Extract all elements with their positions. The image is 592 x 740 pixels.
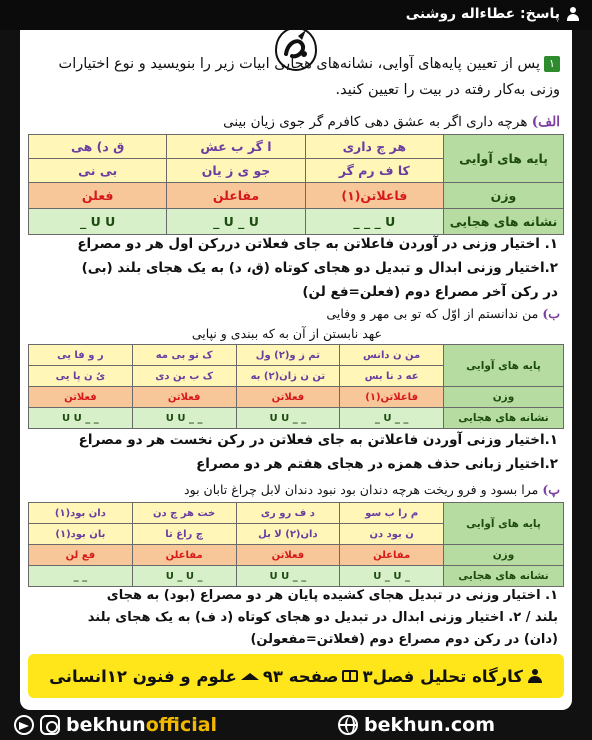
banner-subject: علوم و فنون ۱۲انسانی xyxy=(49,666,237,686)
part-b-wazn-2: فعلاتن xyxy=(236,387,340,408)
content-card xyxy=(20,30,572,710)
part-c-hija-label: نشانه های هجایی xyxy=(444,566,564,587)
part-b-wazn-1: فاعلاتن(۱) xyxy=(340,387,444,408)
part-a-hija-3: U U _ xyxy=(29,209,167,235)
site-text: bekhun.com xyxy=(364,714,496,736)
part-a-syl-1-3: ق د) هی xyxy=(29,135,167,159)
part-a-syl-2-2: جو ی ز یان xyxy=(167,159,305,183)
part-b-syl-1-4: ر و فا یی xyxy=(29,345,133,366)
graduation-cap-icon xyxy=(241,673,259,680)
part-b-verse-2-text: عهد نابستن از آن به که ببندی و نپایی xyxy=(191,326,382,341)
part-b-syl-1-2: تم ز و(۲) ول xyxy=(236,345,340,366)
part-b-syl-1-3: ک تو بی مه xyxy=(132,345,236,366)
footer-bar xyxy=(0,710,592,740)
part-a-wazn-2: مفاعلن xyxy=(167,183,305,209)
part-a-hija-2: U _ U _ xyxy=(167,209,305,235)
part-c-verse-text: مرا بسود و فرو ریخت هرچه دندان بود نبود دندان لابل چراغ تابان بود xyxy=(184,482,539,497)
part-b-syl-2-2: تن ن زان(۲) به xyxy=(236,366,340,387)
part-c-wazn-label: وزن xyxy=(444,545,564,566)
part-a-table xyxy=(28,134,564,235)
handle-text xyxy=(66,714,217,736)
part-a-note-2: ۲.اختیار وزنی ابدال و تبدیل دو هجای کوتاه (ق، د) به یک هجای بلند (بی) xyxy=(81,260,558,276)
part-c-wazn-3: مفاعلن xyxy=(132,545,236,566)
part-c-wazn-4: فع لن xyxy=(29,545,133,566)
question-text-2: وزنی به‌کار رفته در بیت را تعیین کنید. xyxy=(335,82,560,98)
part-b-verse-2 xyxy=(192,326,382,341)
part-b-verse-1-text: من ندانستم از اوّل که تو بی مهر و وفایی xyxy=(326,306,539,321)
part-c-hija-4: _ _ xyxy=(29,566,133,587)
part-a-syl-label: پایه های آوایی xyxy=(444,135,564,183)
part-c-syl-1-4: دان بود(۱) xyxy=(29,503,133,524)
part-b-syl-2-1: عه د نا بس xyxy=(340,366,444,387)
part-c-syl-1-2: د ف رو ری xyxy=(236,503,340,524)
part-c-note-1: ۱. اختیار وزنی در تبدیل هجای کشیده پایان هر دو مصراع (بود) به هجای xyxy=(106,588,558,603)
part-c-note-3: (دان) در رکن دوم مصراع دوم (فعلاتن=مفعولن) xyxy=(250,632,558,647)
part-c-hija-2: _ _ U U xyxy=(236,566,340,587)
part-c-syl-label: پایه های آوایی xyxy=(444,503,564,545)
part-b-syl-1-1: من ن دانس xyxy=(340,345,444,366)
part-c-syl-1-3: خت هر چ دن xyxy=(132,503,236,524)
question-line-2 xyxy=(336,82,560,98)
instagram-icon[interactable] xyxy=(40,715,60,735)
author-text: پاسخ: عطاءاله روشنی xyxy=(405,6,560,22)
part-a-verse-text: هرچه داری اگر به عشق دهی کافرم گر جوی زیان بینی xyxy=(223,114,528,130)
globe-icon xyxy=(338,715,358,735)
part-b-hija-3: _ _ U U xyxy=(132,408,236,429)
author-line xyxy=(406,6,580,22)
telegram-icon[interactable] xyxy=(14,715,34,735)
part-b-note-1: ۱.اختیار وزنی آوردن فاعلاتن به جای فعلاتن در رکن نخست هر دو مصراع xyxy=(78,432,558,448)
part-a-verse xyxy=(223,114,560,130)
part-c-syl-2-3: چ راغ تا xyxy=(132,524,236,545)
workshop-icon xyxy=(527,669,543,683)
part-b-syl-2-4: یُ ن پا یی xyxy=(29,366,133,387)
banner-page: صفحه ۹۳ xyxy=(262,666,339,686)
handle-prefix: bekhun xyxy=(66,714,146,736)
social-handle[interactable] xyxy=(14,714,217,736)
part-a-hija-1: U _ _ _ xyxy=(305,209,443,235)
part-c-syl-2-1: ن بود دن xyxy=(340,524,444,545)
part-a-wazn-1: فاعلاتن(۱) xyxy=(305,183,443,209)
part-b-hija-label: نشانه های هجایی xyxy=(444,408,564,429)
part-a-wazn-3: فعلن xyxy=(29,183,167,209)
part-b-hija-2: _ _ U U xyxy=(236,408,340,429)
part-b-table xyxy=(28,344,564,429)
part-a-note-1: ۱. اختیار وزنی در آوردن فاعلاتن به جای فعلاتن دررکن اول هر دو مصراع xyxy=(77,236,558,252)
part-b-hija-4: _ _ U U xyxy=(29,408,133,429)
user-icon xyxy=(566,7,580,21)
banner-chapter: کارگاه تحلیل فصل۳ xyxy=(362,666,523,686)
question-number: ۱ xyxy=(544,56,560,72)
part-b-hija-1: _ _ U _ xyxy=(340,408,444,429)
part-c-table xyxy=(28,502,564,587)
part-a-syl-2-3: بی نی xyxy=(29,159,167,183)
part-a-syl-1-1: هر چ داری xyxy=(305,135,443,159)
handle-suffix: official xyxy=(145,714,218,736)
part-c-verse xyxy=(184,482,560,497)
part-a-letter: الف) xyxy=(531,114,560,130)
part-c-syl-2-4: بان بود(۱) xyxy=(29,524,133,545)
part-b-letter: ب) xyxy=(542,306,560,321)
part-a-syl-2-1: کا ف رم گر xyxy=(305,159,443,183)
top-bar xyxy=(0,0,592,30)
part-c-syl-2-2: دان(۲) لا بل xyxy=(236,524,340,545)
part-b-verse-1 xyxy=(326,306,560,321)
part-c-wazn-1: مفاعلن xyxy=(340,545,444,566)
part-b-note-2: ۲.اختیار زبانی حذف همزه در هجای هفتم هر دو مصراع xyxy=(196,456,558,472)
part-b-wazn-4: فعلاتن xyxy=(29,387,133,408)
part-b-syl-label: پایه های آوایی xyxy=(444,345,564,387)
part-c-note-2: بلند / ۲. اختیار وزنی ابدال در تبدیل دو هجای کوتاه (د ف) به یک هجای بلند xyxy=(87,610,558,625)
part-c-letter: پ) xyxy=(542,482,560,497)
part-a-note-3: در رکن آخر مصراع دوم (فعلن=فع لن) xyxy=(302,284,558,300)
part-b-wazn-label: وزن xyxy=(444,387,564,408)
part-c-hija-1: _ U _ U xyxy=(340,566,444,587)
book-icon xyxy=(342,670,358,682)
chapter-banner xyxy=(28,654,564,698)
part-c-wazn-2: فعلاتن xyxy=(236,545,340,566)
question-line-1 xyxy=(59,56,560,72)
part-a-syl-1-2: ا گر ب عش xyxy=(167,135,305,159)
part-a-wazn-label: وزن xyxy=(444,183,564,209)
part-b-syl-2-3: ک ب بن دی xyxy=(132,366,236,387)
part-c-syl-1-1: م را ب سو xyxy=(340,503,444,524)
website-link[interactable] xyxy=(338,714,495,736)
part-c-hija-3: _ U _ U xyxy=(132,566,236,587)
part-a-hija-label: نشانه های هجایی xyxy=(444,209,564,235)
question-text-1: پس از تعیین پایه‌های آوایی، نشانه‌های هجایی ابیات زیر را بنویسید و نوع اختیارات xyxy=(58,56,540,72)
part-b-wazn-3: فعلاتن xyxy=(132,387,236,408)
